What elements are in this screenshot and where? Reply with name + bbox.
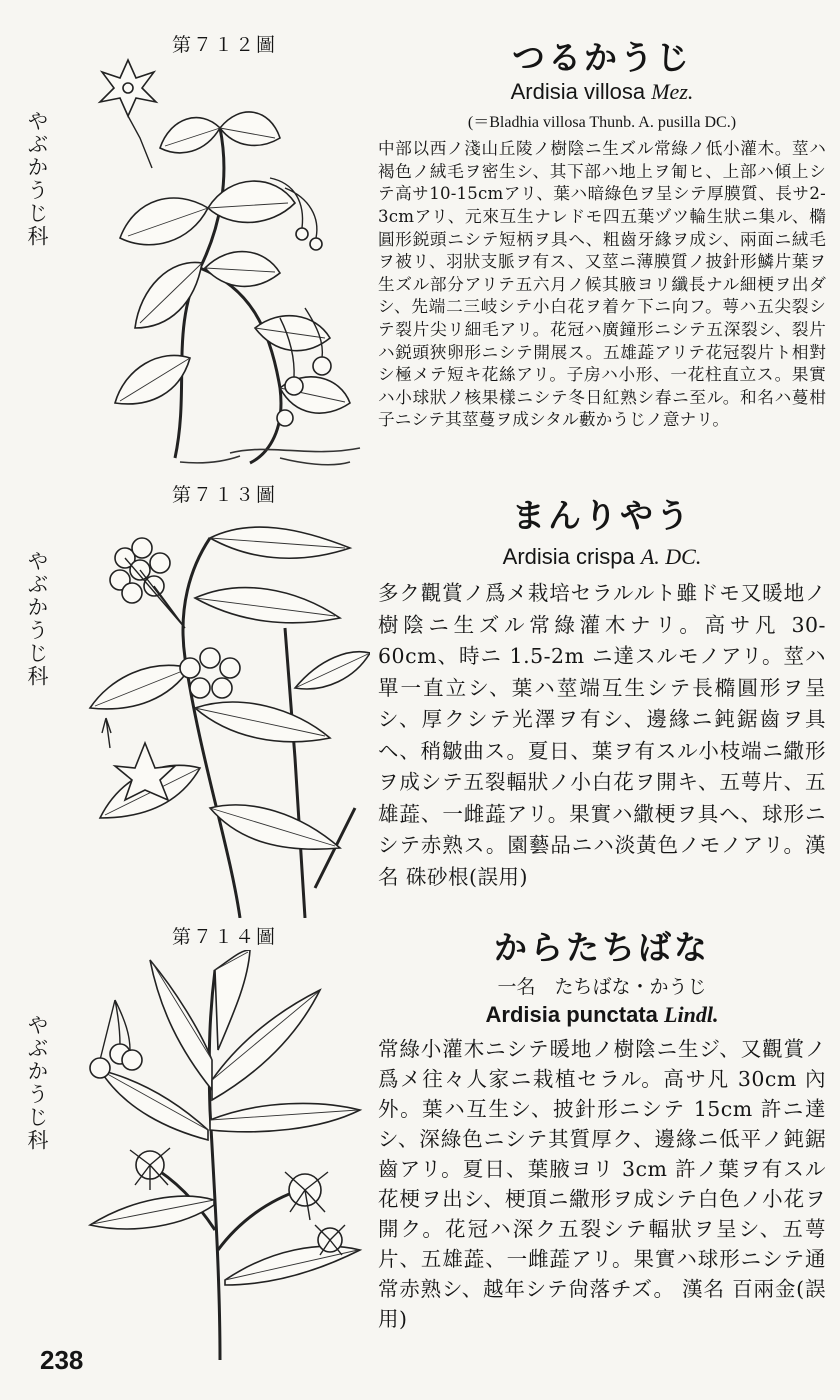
entry-712 — [0, 30, 840, 470]
japanese-name: まんりやう — [512, 496, 692, 535]
plant-illustration-manryou — [80, 508, 370, 918]
entry-714 — [0, 922, 840, 1342]
figure-number: 第７１３圖 — [172, 484, 278, 506]
synonym: (＝Bladhia villosa Thunb. A. pusilla DC.) — [467, 114, 737, 132]
plant-illustration-tsurukouji — [80, 58, 370, 468]
flower-cluster — [130, 1148, 170, 1190]
scientific-binomial: Ardisia villosa — [510, 79, 646, 105]
plant-illustration-karatachibana — [80, 950, 370, 1360]
figure-number: 第７１２圖 — [172, 34, 278, 56]
scientific-binomial: Ardisia crispa — [502, 544, 635, 570]
scientific-authority: Mez. — [651, 79, 694, 105]
entry-text — [378, 40, 826, 432]
entry-text — [378, 498, 826, 893]
description: 多ク觀賞ノ爲メ栽培セラルルト雖ドモ又暖地ノ樹陰ニ生ズル常綠灌木ナリ。高サ凡 30-60cm、時ニ 1.5-2m ニ達スルモノアリ。莖ハ單一直立シ、葉ハ莖端互生シテ長橢圓形ヲ呈シ、厚クシテ光澤ヲ有シ、邊緣ニ鈍鋸齒ヲ具ヘ、稍皺曲ス。夏日、葉ヲ有スル小枝端ニ繖形ヲ成シテ五裂輻狀ノ小白花ヲ開キ、五萼片、五雄蕋、一雌蕋アリ。果實ハ繖梗ヲ具ヘ、球形ニシテ赤熟ス。園藝品ニハ淡黃色ノモノアリ。漢名 硃砂根(誤用) — [378, 581, 826, 889]
scientific-binomial: Ardisia punctata — [485, 1002, 658, 1028]
page-number: 238 — [40, 1345, 84, 1375]
description: 常綠小灌木ニシテ暖地ノ樹陰ニ生ジ、又觀賞ノ爲メ往々人家ニ栽植セラル。高サ凡 30cm 內外。葉ハ互生シ、披針形ニシテ 15cm 許ニ達シ、深綠色ニシテ其質厚ク、邊緣ニ低平ノ鈍鋸齒アリ。夏日、葉腋ヨリ 3cm 許ノ葉ヲ有スル花梗ヲ出シ、梗頂ニ繖形ヲ成シテ白色ノ小花ヲ開ク。花冠ハ深ク五裂シテ輻狀ヲ呈シ、五萼片、五雄蕋、一雌蕋アリ。果實ハ球形ニシテ通常赤熟シ、越年シテ尙落チズ。 漢名 百兩金(誤用) — [378, 1037, 826, 1332]
description: 中部以西ノ淺山丘陵ノ樹陰ニ生ズル常綠ノ低小灌木。莖ハ褐色ノ絨毛ヲ密生シ、其下部ハ地上ヲ匍ヒ、上部ハ傾上シテ高サ10-15cmアリ、葉ハ暗綠色ヲ呈シテ厚膜質、長サ2-3cmアリ、元來互生ナレドモ四五葉ヅツ輪生狀ニ集ル、橢圓形鋭頭ニシテ短柄ヲ具ヘ、粗齒牙緣ヲ成シ、兩面ニ絨毛ヲ被リ、羽狀支脈ヲ有ス、又莖ニ薄膜質ノ披針形鱗片葉ヲ生ズル部分アリテ五六月ノ候其腋ヨリ纖長ナル細梗ヲ出ダシ、先端二三岐シテ小白花ヲ着ケ下ニ向フ。萼ハ五尖裂シテ裂片尖リ細毛アリ。花冠ハ廣鐘形ニシテ五深裂シ、裂片ハ鋭頭狹卵形ニシテ開展ス。五雄蕋アリテ花冠裂片ト相對シ極メテ短キ花絲アリ。子房ハ小形、一花柱直立ス。果實ハ小球狀ノ核果樣ニシテ冬日紅熟シ春ニ至ル。和名ハ蔓柑子ニシテ其莖蔓ヲ成シタル藪かうじノ意ナリ。 — [378, 139, 826, 430]
scientific-name — [378, 1002, 826, 1028]
family-label: やぶかうじ科 — [25, 1014, 49, 1152]
family-label: やぶかうじ科 — [25, 550, 49, 688]
scientific-authority: A. DC. — [640, 544, 702, 570]
family-label: やぶかうじ科 — [25, 110, 49, 248]
japanese-name: つるかうじ — [512, 38, 692, 77]
flower-cluster — [285, 1172, 328, 1220]
alternate-name: 一名 たちばな・かうじ — [497, 976, 707, 999]
figure-number: 第７１４圖 — [172, 926, 278, 948]
scientific-name — [378, 544, 826, 570]
japanese-name: からたちばな — [494, 928, 710, 967]
entry-text — [378, 930, 826, 1334]
berry-cluster — [110, 538, 185, 628]
entry-713 — [0, 480, 840, 920]
scientific-name — [378, 79, 826, 105]
scientific-authority: Lindl. — [664, 1002, 719, 1028]
